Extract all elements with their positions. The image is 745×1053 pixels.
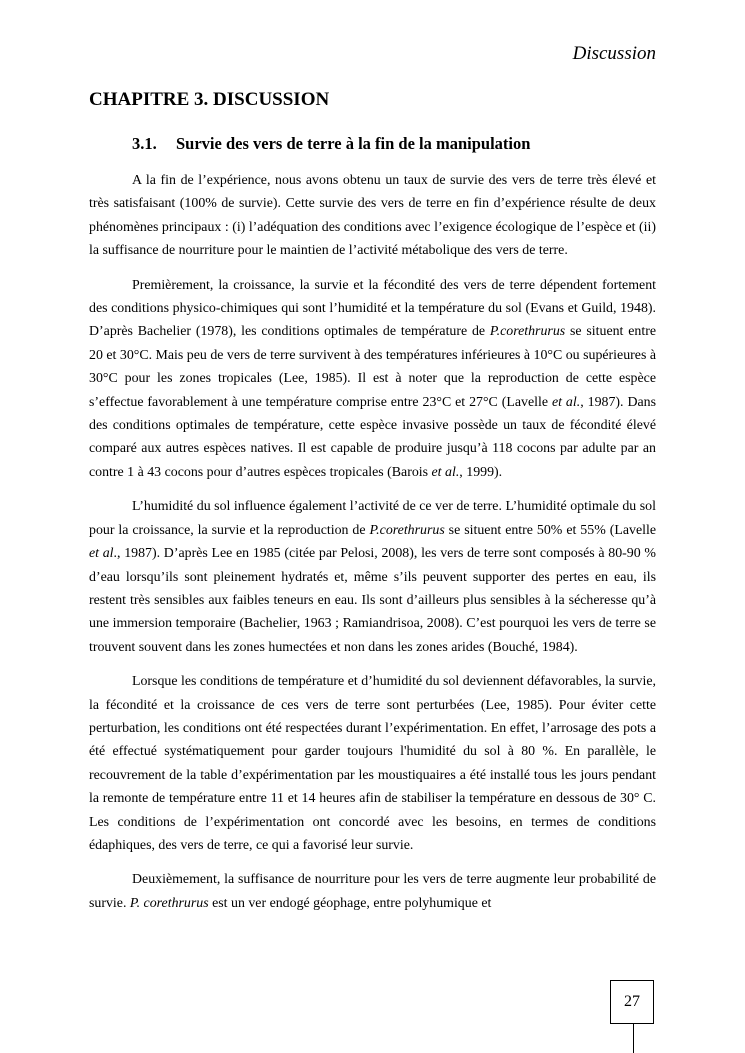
text-run: se situent entre 50% et 55% (Lavelle [444, 522, 656, 538]
species-name: P. corethrurus [129, 895, 209, 911]
citation-et-al: et al [89, 546, 114, 562]
section-number: 3.1. [132, 134, 157, 153]
text-run: Lorsque les conditions de température et d’humidité du sol deviennent défavorables, la survie, la fécondité et la croissance de ces vers de terre sont perturbées (Lee, 1985). Pour éviter cette perturbation, les conditions ont été respectées durant l’expérimentation. En effet, l’arrosage des pots a été effectué systématiquement pour garder toujours l'humidité du sol à 80 %. En parallèle, le recouvrement de la table d’expérimentation par les moustiquaires a été installé tous les jours pendant la remonte de température entre 11 et 14 heures afin de stabiliser la température en dessous de 30° C. Les conditions de l’expérimentation ont concordé avec les besoins, en termes de conditions édaphiques, des vers de terre, ce qui a favorisé leur survie. [89, 674, 656, 853]
paragraph [89, 169, 656, 263]
page-number-rule [633, 1024, 634, 1053]
section-title: Survie des vers de terre à la fin de la manipulation [176, 134, 531, 153]
text-run: ., 1987). D’après Lee en 1985 (citée par Pelosi, 2008), les vers de terre sont composés à 80-90 % d’eau lorsqu’ils sont pleinement hydratés et, même s’ils peuvent supporter des pertes en eau, ils restent très sensibles aux faibles teneurs en eau. Ils sont d’ailleurs plus sensibles à la sécheresse qu’à une immersion temporaire (Bachelier, 1963 ; Ramiandrisoa, 2008). C’est pourquoi les vers de terre se trouvent souvent dans les zones humectées et non dans les zones arides (Bouché, 1984). [89, 546, 656, 655]
paragraph [89, 670, 656, 857]
species-name: P.corethrurus [369, 522, 445, 538]
text-run: , 1987). Dans des conditions optimales de température, cette espèce invasive possède un taux de fécondité élevé comparé aux autres espèces natives. Il est capable de produire jusqu’à 118 cocons par adulte par an contre 1 à 43 cocons pour d’autres espèces tropicales (Barois [89, 394, 656, 480]
text-run: se situent entre 20 et 30°C. Mais peu de vers de terre survivent à des températures inférieures à 10°C ou supérieures à 30°C pour les zones tropicales (Lee, 1985). Il est à noter que la reproduction de cette espèce s’effectue favorablement à une température comprise entre 23°C et 27°C (Lavelle [89, 324, 656, 410]
text-run: Deuxièmement, la suffisance de nourriture pour les vers de terre augmente leur probabilité de survie. [89, 872, 656, 911]
text-run: A la fin de l’expérience, nous avons obtenu un taux de survie des vers de terre très élevé et très satisfaisant (100% de survie). Cette survie des vers de terre en fin d’expérience résulte de deux phénomènes principaux : (i) l’adéquation des conditions avec l’exigence écologique de l’espèce et (ii) la suffisance de nourriture pour le maintien de l’activité métabolique des vers de terre. [89, 173, 656, 259]
species-name: P.corethrurus [489, 324, 566, 340]
text-run: L’humidité du sol influence également l’activité de ce ver de terre. L’humidité optimale du sol pour la croissance, la survie et la reproduction de [89, 499, 656, 538]
section-heading [132, 134, 530, 154]
page-number: 27 [624, 993, 640, 1010]
text-run: , 1999). [459, 464, 503, 480]
citation-et-al: et al. [551, 394, 581, 410]
body-text [89, 169, 656, 926]
paragraph [89, 274, 656, 485]
paragraph [89, 868, 656, 915]
text-run: est un ver endogé géophage, entre polyhumique et [208, 895, 492, 911]
chapter-title: CHAPITRE 3. DISCUSSION [89, 89, 330, 110]
page-number-box [610, 980, 654, 1024]
citation-et-al: et al. [431, 464, 460, 480]
running-header: Discussion [572, 43, 656, 64]
paragraph [89, 495, 656, 659]
text-run: Premièrement, la croissance, la survie et la fécondité des vers de terre dépendent fortement des conditions physico-chimiques qui sont l’humidité et la température du sol (Evans et Guild, 1948). D’après Bachelier (1978), les conditions optimales de température de [89, 277, 656, 340]
